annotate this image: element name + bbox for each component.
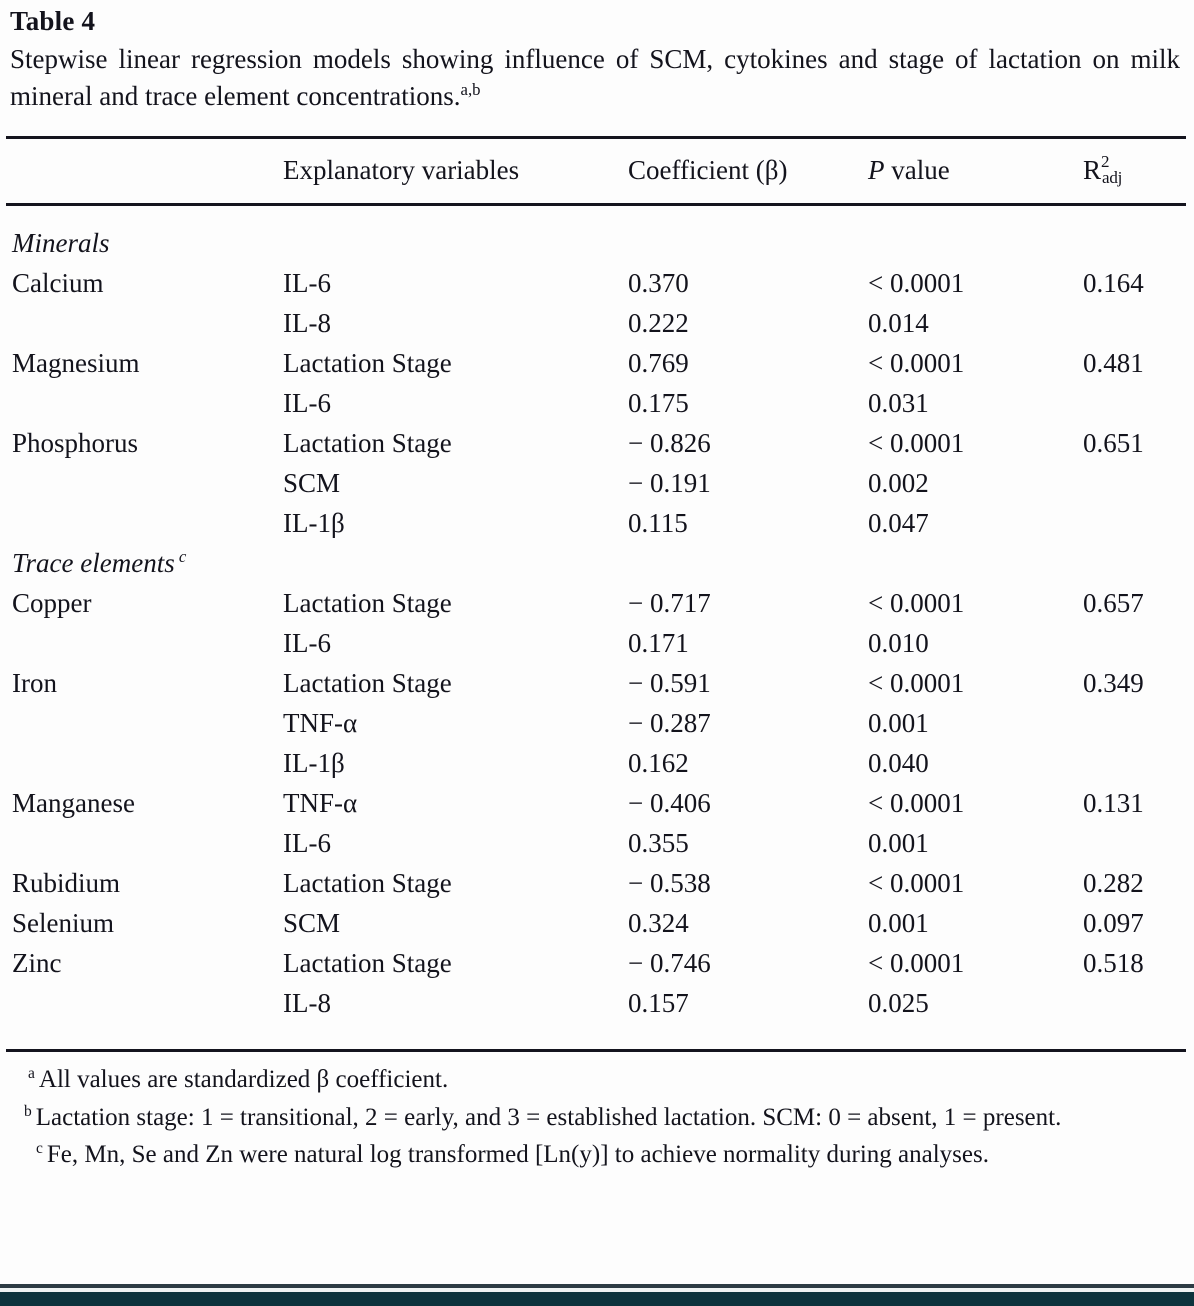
footnote-text: Lactation stage: 1 = transitional, 2 = early, and 3 = established lactation. SCM: 0 = absent, 1 = present. [35,1103,1062,1131]
row-p-value: 0.001 [868,828,929,859]
bottom-decoration [0,1284,1194,1306]
row-coefficient: 0.370 [628,268,689,299]
row-analyte-name: Selenium [12,908,114,939]
row-r2adj [1083,743,1194,783]
row-explanatory-variable: IL-6 [283,268,331,299]
row-p-value: < 0.0001 [868,948,965,979]
regression-table-body [0,206,1194,1049]
group-header-row [0,543,1194,583]
row-analyte-name [0,623,283,663]
group-superscript: c [174,547,187,567]
row-p-value: 0.031 [868,388,929,419]
row-r2adj [1083,703,1194,743]
footnote-b [6,1100,1182,1136]
footnote-text: All values are standardized β coefficient. [38,1066,449,1094]
row-coefficient: − 0.717 [628,588,711,619]
footnote-marker: b [24,1102,32,1120]
row-coefficient: − 0.826 [628,428,711,459]
row-p-value: 0.047 [868,508,929,539]
row-explanatory-variable: IL-8 [283,988,331,1019]
row-analyte-name [0,703,283,743]
table-row [0,263,1194,303]
table-title [10,41,1180,114]
table-row [0,423,1194,463]
regression-table [0,139,1194,203]
row-coefficient: 0.769 [628,348,689,379]
row-explanatory-variable: Lactation Stage [283,948,452,979]
row-p-value: 0.014 [868,308,929,339]
row-explanatory-variable: IL-6 [283,828,331,859]
table-row [0,863,1194,903]
row-explanatory-variable: Lactation Stage [283,428,452,459]
row-analyte-name: Manganese [12,788,135,819]
row-analyte-name: Copper [12,588,92,619]
row-r2adj: 0.481 [1083,348,1144,379]
row-explanatory-variable: Lactation Stage [283,668,452,699]
table-row [0,583,1194,623]
row-r2adj: 0.657 [1083,588,1144,619]
row-p-value: < 0.0001 [868,428,965,459]
row-explanatory-variable: Lactation Stage [283,588,452,619]
row-p-value: 0.002 [868,468,929,499]
row-explanatory-variable: IL-1β [283,748,345,779]
table-caption [0,0,1194,114]
row-p-value: < 0.0001 [868,348,965,379]
row-r2adj [1083,463,1194,503]
column-header-r2adj [1083,139,1194,203]
row-explanatory-variable: Lactation Stage [283,868,452,899]
table-row [0,823,1194,863]
row-analyte-name [0,823,283,863]
row-r2adj [1083,983,1194,1023]
column-header-explanatory: Explanatory variables [283,155,520,186]
table-row [0,623,1194,663]
row-explanatory-variable: SCM [283,468,341,499]
r2-superscript: 2 [1101,152,1110,172]
row-r2adj [1083,503,1194,543]
row-r2adj [1083,383,1194,423]
row-p-value: < 0.0001 [868,268,965,299]
row-analyte-name: Zinc [12,948,62,979]
row-explanatory-variable: TNF-α [283,788,358,819]
row-analyte-name [0,463,283,503]
row-r2adj [1083,823,1194,863]
row-coefficient: 0.175 [628,388,689,419]
row-p-value: 0.040 [868,748,929,779]
row-analyte-name: Magnesium [12,348,140,379]
footnote-marker: c [36,1140,43,1158]
row-analyte-name: Calcium [12,268,104,299]
group-label: Minerals [12,228,110,259]
footnote-a [6,1062,1182,1098]
row-r2adj: 0.518 [1083,948,1144,979]
table-row [0,383,1194,423]
spacer-cell [0,1023,1194,1049]
header-row [0,139,1194,203]
row-explanatory-variable: Lactation Stage [283,348,452,379]
table-title-superscript: a,b [460,79,481,99]
body-bottom-spacer [0,1023,1194,1049]
table-header [0,139,1194,203]
table-row [0,343,1194,383]
group-label: Trace elements $^c$ [12,547,187,579]
row-coefficient: 0.115 [628,508,688,539]
row-coefficient: − 0.287 [628,708,711,739]
spacer-cell [0,206,1194,223]
table-body [0,206,1194,1049]
row-r2adj: 0.164 [1083,268,1144,299]
table-row [0,503,1194,543]
footnote-text: Fe, Mn, Se and Zn were natural log transformed [Ln(y)] to achieve normality during analyses. [46,1141,989,1169]
row-coefficient: − 0.538 [628,868,711,899]
row-analyte-name: Phosphorus [12,428,139,459]
row-r2adj: 0.097 [1083,908,1144,939]
row-r2adj [1083,303,1194,343]
row-analyte-name [0,743,283,783]
column-header-coefficient: Coefficient (β) [628,155,788,186]
row-r2adj: 0.651 [1083,428,1144,459]
row-p-value: 0.010 [868,628,929,659]
p-value-word: value [884,155,950,186]
row-analyte-name [0,503,283,543]
p-italic: P [868,155,885,186]
row-coefficient: 0.171 [628,628,689,659]
row-p-value: 0.001 [868,908,929,939]
r2-symbol [1083,152,1123,188]
row-explanatory-variable: IL-6 [283,628,331,659]
table-number-label: Table 4 [10,6,96,36]
row-analyte-name [0,303,283,343]
row-analyte-name: Iron [12,668,57,699]
table-row [0,303,1194,343]
row-analyte-name [0,383,283,423]
column-header-name [0,139,283,203]
r2-base: R [1083,155,1102,186]
table-row [0,943,1194,983]
row-explanatory-variable: IL-6 [283,388,331,419]
group-header-row [0,223,1194,263]
row-explanatory-variable: IL-8 [283,308,331,339]
table-row [0,783,1194,823]
row-coefficient: 0.157 [628,988,689,1019]
row-explanatory-variable: TNF-α [283,708,358,739]
row-p-value: 0.025 [868,988,929,1019]
row-coefficient: − 0.191 [628,468,711,499]
band-dark [0,1292,1194,1306]
row-explanatory-variable: IL-1β [283,508,345,539]
body-top-spacer [0,206,1194,223]
row-p-value: < 0.0001 [868,668,965,699]
table-row [0,663,1194,703]
row-coefficient: − 0.591 [628,668,711,699]
row-p-value: < 0.0001 [868,868,965,899]
row-coefficient: − 0.406 [628,788,711,819]
row-r2adj: 0.349 [1083,668,1144,699]
row-analyte-name [0,983,283,1023]
footnotes-section [0,1052,1194,1173]
row-p-value: < 0.0001 [868,788,965,819]
row-analyte-name: Rubidium [12,868,121,899]
table-row [0,703,1194,743]
r2-subscript: adj [1102,168,1123,188]
row-p-value: 0.001 [868,708,929,739]
table-title-text: Stepwise linear regression models showing influence of SCM, cytokines and stage of lactation on milk mineral and trace element concentrations. [10,44,1180,111]
row-coefficient: − 0.746 [628,948,711,979]
footnote-c [6,1137,1182,1173]
row-r2adj [1083,623,1194,663]
row-r2adj: 0.282 [1083,868,1144,899]
table-row [0,983,1194,1023]
table-row [0,743,1194,783]
row-coefficient: 0.355 [628,828,689,859]
column-header-p-value [868,139,1083,203]
table-row [0,463,1194,503]
row-explanatory-variable: SCM [283,908,341,939]
row-coefficient: 0.324 [628,908,689,939]
footnote-marker: a [28,1065,35,1083]
row-r2adj: 0.131 [1083,788,1144,819]
row-coefficient: 0.162 [628,748,689,779]
row-coefficient: 0.222 [628,308,689,339]
row-p-value: < 0.0001 [868,588,965,619]
table-row [0,903,1194,943]
